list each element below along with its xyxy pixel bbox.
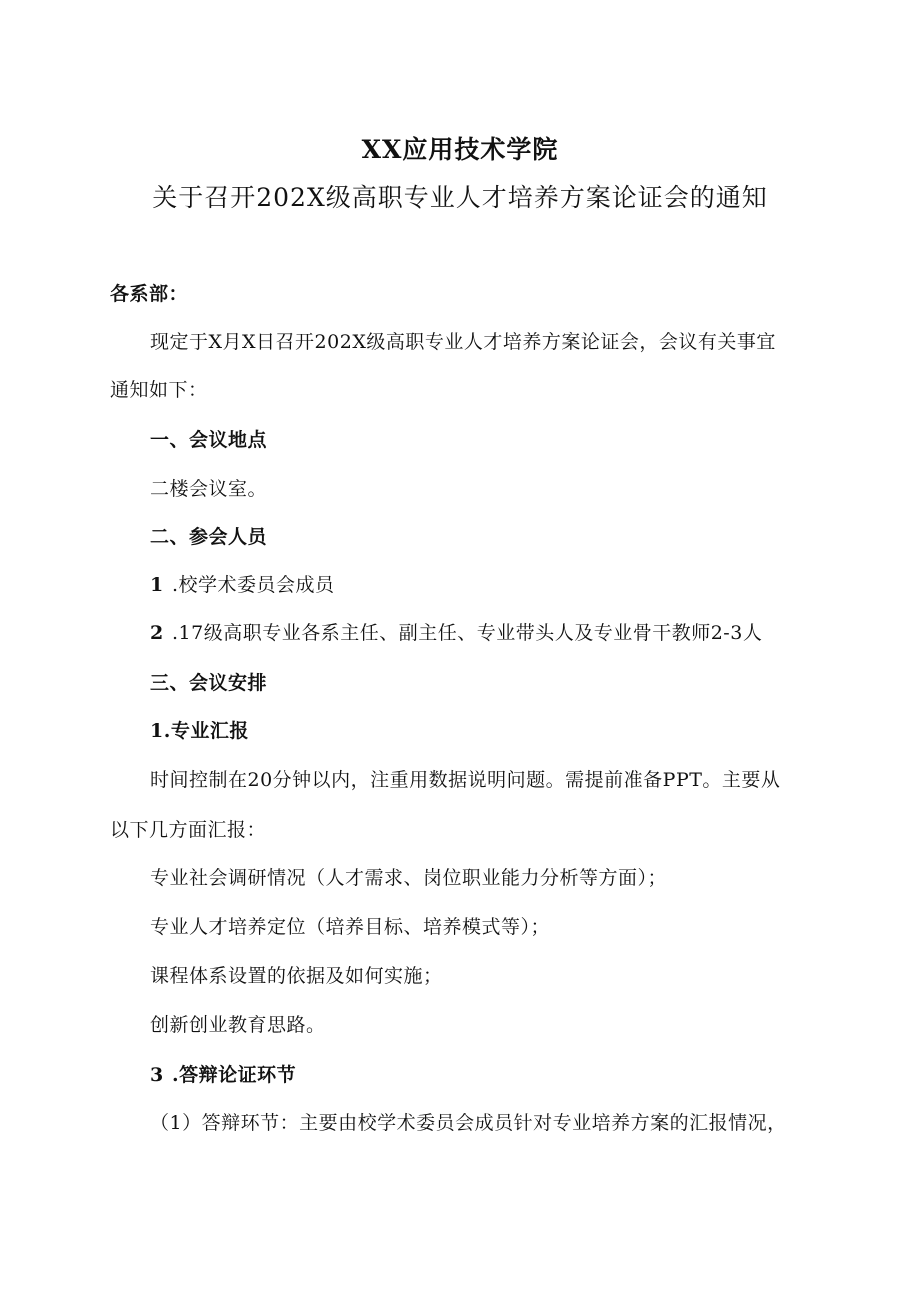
section-3-heading: 三、会议安排 — [150, 672, 268, 694]
subsection-3-number: 3 — [150, 1064, 164, 1086]
attendee-item-1-text: .校学术委员会成员 — [172, 574, 335, 596]
attendee-item-1-number: 1 — [150, 574, 164, 596]
attendee-item-2-text: .17级高职专业各系主任、副主任、专业带头人及专业骨干教师2-3人 — [172, 622, 763, 644]
school-name: XX应用技术学院 — [361, 135, 559, 164]
intro-line-2: 通知如下： — [110, 379, 208, 401]
defense-item-1: （1）答辩环节：主要由校学术委员会成员针对专业培养方案的汇报情况， — [150, 1112, 787, 1134]
section-1-heading: 一、会议地点 — [150, 429, 268, 451]
subsection-3-title: .答辩论证环节 — [172, 1064, 297, 1086]
report-point-2: 专业人才培养定位（培养目标、培养模式等）； — [150, 916, 551, 938]
attendee-item-1 — [150, 573, 335, 597]
attendee-item-2 — [150, 621, 762, 645]
report-point-1: 专业社会调研情况（人才需求、岗位职业能力分析等方面）； — [150, 867, 668, 889]
notice-title: 关于召开202X级高职专业人才培养方案论证会的通知 — [152, 183, 768, 212]
subsection-3-heading — [150, 1063, 296, 1087]
subsection-1-text-line-2: 以下几方面汇报： — [110, 819, 267, 841]
salutation: 各系部： — [110, 283, 189, 305]
section-2-heading: 二、参会人员 — [150, 526, 268, 548]
subsection-1-heading: 1.专业汇报 — [150, 720, 249, 742]
report-point-4: 创新创业教育思路。 — [150, 1014, 326, 1036]
intro-line-1: 现定于X月X日召开202X级高职专业人才培养方案论证会，会议有关事宜 — [150, 331, 776, 353]
section-1-content: 二楼会议室。 — [150, 478, 268, 500]
attendee-item-2-number: 2 — [150, 622, 164, 644]
subsection-1-text-line-1: 时间控制在20分钟以内，注重用数据说明问题。需提前准备PPT。主要从 — [150, 769, 781, 791]
report-point-3: 课程体系设置的依据及如何实施； — [150, 965, 443, 987]
